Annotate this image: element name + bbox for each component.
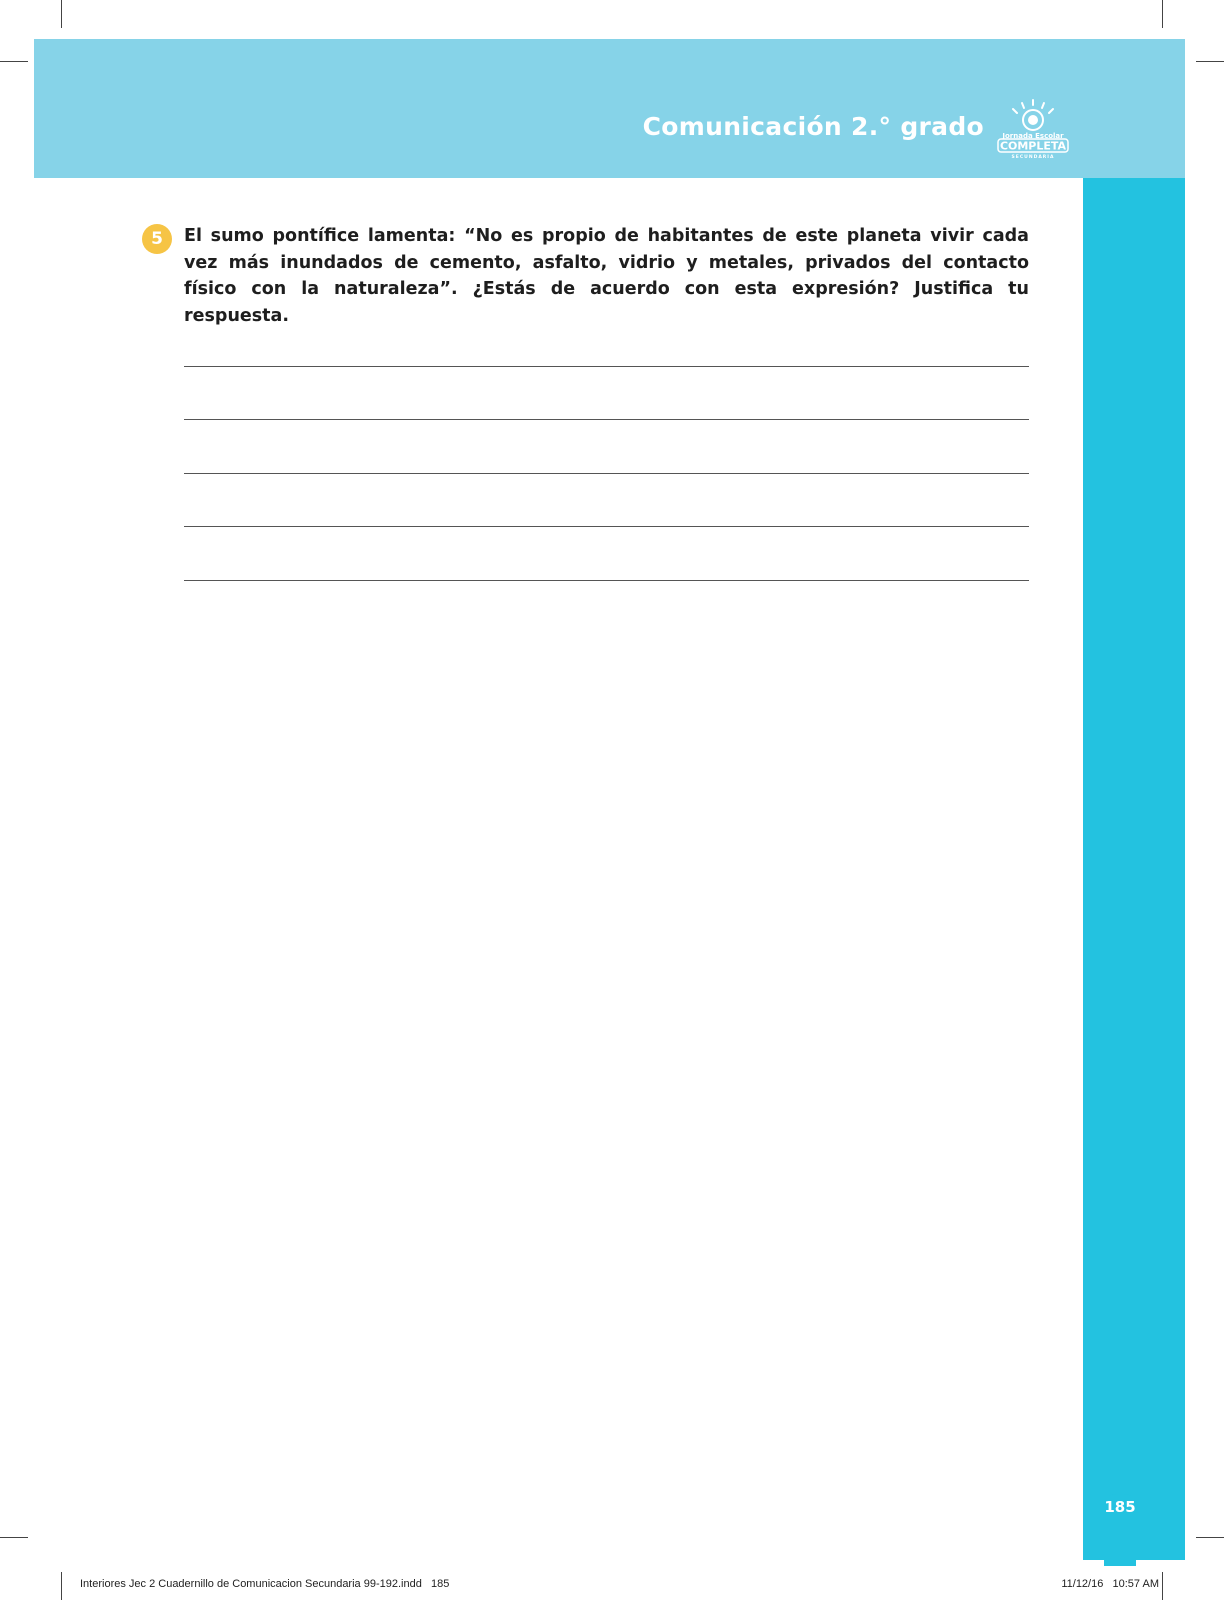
logo-line-1: Jornada Escolar — [1002, 132, 1064, 140]
question-number-badge: 5 — [142, 224, 172, 254]
crop-mark — [1196, 61, 1224, 62]
page-title: Comunicación 2.° grado — [642, 112, 984, 141]
jornada-escolar-completa-logo — [992, 98, 1074, 160]
question-text: El sumo pontífice lamenta: “No es propio de habitantes de este planeta vivir cada vez más inundados de cemento, asfalto, vidrio y metales, privados del contacto físico con la naturaleza”. ¿Estás de acuerdo con esta expresión? Justifica tu respuesta. — [184, 226, 1029, 326]
crop-mark — [61, 0, 62, 28]
answer-line[interactable] — [184, 580, 1029, 581]
crop-mark — [1196, 1537, 1224, 1538]
page-number: 185 — [1104, 1498, 1136, 1516]
logo-line-3: SECUNDARIA — [1011, 155, 1055, 160]
crop-mark — [0, 61, 28, 62]
answer-line[interactable] — [184, 526, 1029, 527]
answer-line[interactable] — [184, 366, 1029, 367]
answer-line[interactable] — [184, 473, 1029, 474]
answer-line[interactable] — [184, 419, 1029, 420]
crop-mark — [1162, 0, 1163, 28]
side-color-strip — [1083, 178, 1185, 1560]
crop-mark — [1162, 1572, 1163, 1600]
logo-line-2: COMPLETA — [999, 139, 1067, 153]
crop-mark — [0, 1537, 28, 1538]
crop-mark — [61, 1572, 62, 1600]
timestamp: 11/12/16 10:57 AM — [1061, 1578, 1159, 1590]
file-info: Interiores Jec 2 Cuadernillo de Comunicacion Secundaria 99-192.indd 185 — [80, 1578, 450, 1590]
